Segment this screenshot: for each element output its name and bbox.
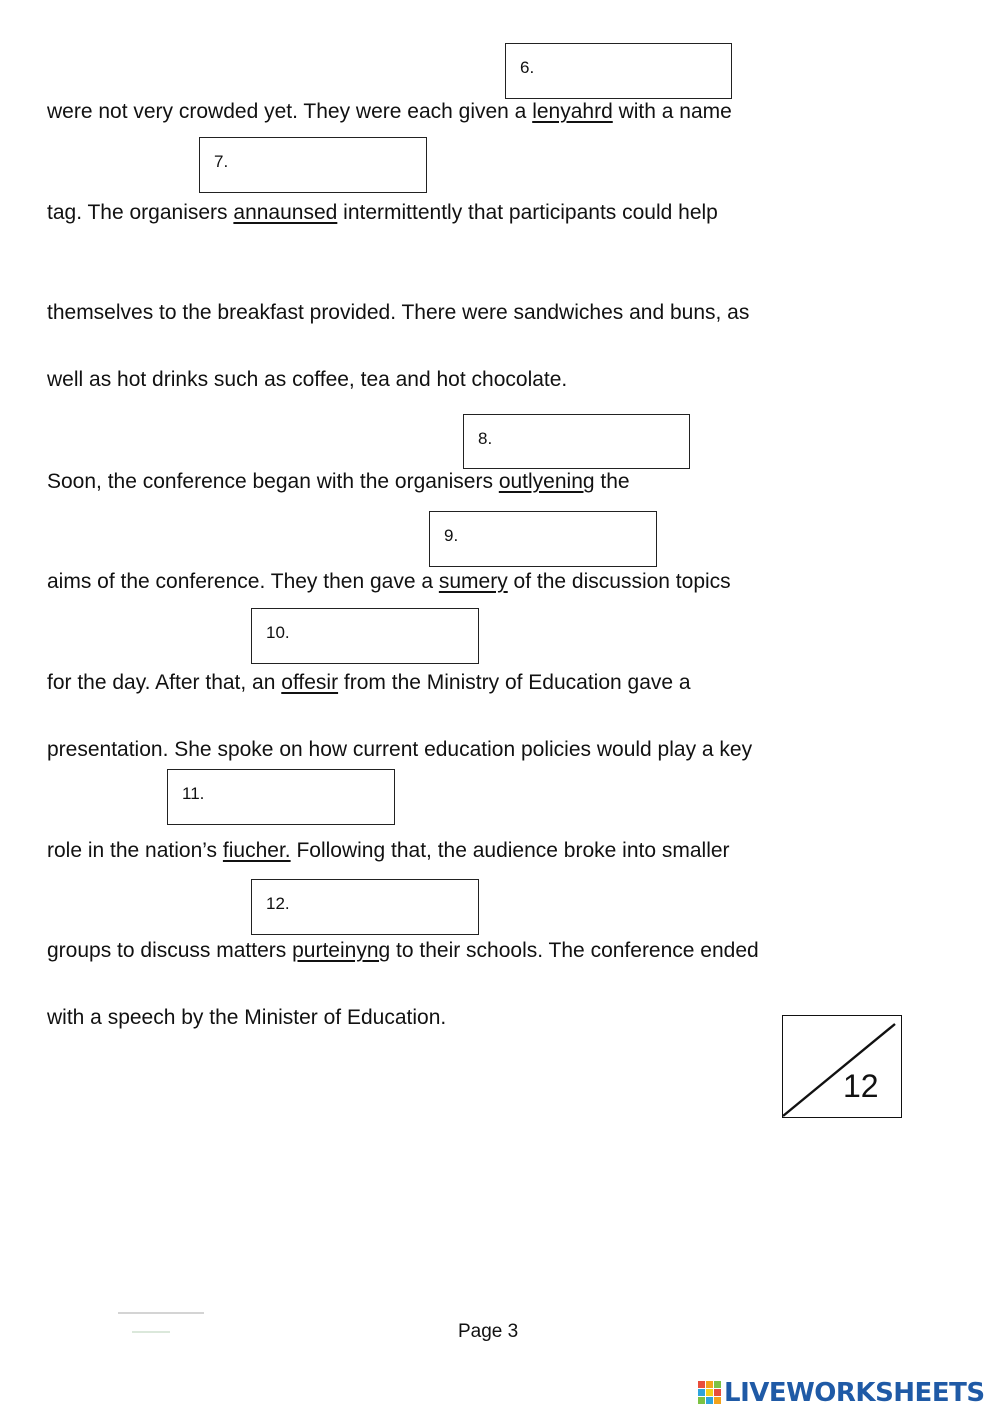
liveworksheets-logo: [698, 1377, 985, 1409]
text-segment: aims of the conference. They then gave a: [47, 570, 439, 593]
score-box: [782, 1015, 902, 1118]
text-segment: from the Ministry of Education gave a: [338, 671, 691, 694]
liveworksheets-wordmark: LIVEWORKSHEETS: [724, 1378, 985, 1408]
scan-artifact: [118, 1312, 204, 1314]
text-segment: Soon, the conference began with the organisers: [47, 470, 499, 493]
misspelled-word-9: sumery: [438, 570, 508, 593]
misspelled-word-11: fiucher.: [222, 839, 291, 862]
answer-box-10[interactable]: [251, 608, 479, 664]
text-line-8: presentation. She spoke on how current education policies would play a key: [47, 738, 753, 761]
text-segment: tag. The organisers: [47, 201, 234, 224]
misspelled-word-8: outlyening: [498, 470, 595, 493]
text-segment: of the discussion topics: [507, 570, 731, 593]
liveworksheets-grid-icon: [698, 1381, 722, 1405]
answer-box-12[interactable]: [251, 879, 479, 935]
misspelled-word-10: offesir: [281, 671, 339, 694]
score-total: 12: [843, 1068, 879, 1104]
text-segment: groups to discuss matters: [47, 939, 293, 962]
answer-box-label: 10.: [266, 623, 290, 642]
text-segment: for the day. After that, an: [47, 671, 282, 694]
answer-box-6[interactable]: [505, 43, 732, 99]
misspelled-word-12: purteinyng: [292, 939, 391, 962]
text-segment: Following that, the audience broke into smaller: [290, 839, 730, 862]
answer-box-9[interactable]: [429, 511, 657, 567]
misspelled-word-6: lenyahrd: [532, 100, 613, 123]
answer-box-label: 8.: [478, 429, 493, 448]
text-segment: were not very crowded yet. They were each given a: [47, 100, 533, 123]
answer-box-label: 12.: [266, 894, 290, 913]
answer-box-label: 11.: [182, 784, 205, 803]
answer-box-label: 7.: [214, 152, 229, 171]
scan-artifact: [132, 1331, 170, 1333]
text-segment: to their schools. The conference ended: [390, 939, 759, 962]
answer-box-11[interactable]: [167, 769, 395, 825]
answer-box-8[interactable]: [463, 414, 690, 469]
answer-box-label: 9.: [444, 526, 459, 545]
answer-box-7[interactable]: [199, 137, 427, 193]
page-number: Page 3: [458, 1321, 519, 1342]
text-line-3: themselves to the breakfast provided. There were sandwiches and buns, as: [47, 301, 750, 324]
text-line-1: [47, 99, 732, 125]
text-segment: with a name: [612, 100, 732, 123]
text-line-9: [47, 838, 730, 864]
text-line-7: [47, 670, 691, 696]
text-line-11: with a speech by the Minister of Education.: [47, 1006, 447, 1029]
text-line-5: [47, 469, 630, 495]
text-line-2: [47, 200, 718, 226]
text-segment: the: [594, 470, 630, 493]
text-segment: role in the nation’s: [47, 839, 223, 862]
text-segment: intermittently that participants could help: [337, 201, 718, 224]
text-line-6: [47, 569, 731, 595]
text-line-4: well as hot drinks such as coffee, tea and hot chocolate.: [47, 368, 568, 391]
text-line-10: [47, 938, 759, 964]
answer-box-label: 6.: [520, 58, 535, 77]
misspelled-word-7: annaunsed: [233, 201, 338, 224]
